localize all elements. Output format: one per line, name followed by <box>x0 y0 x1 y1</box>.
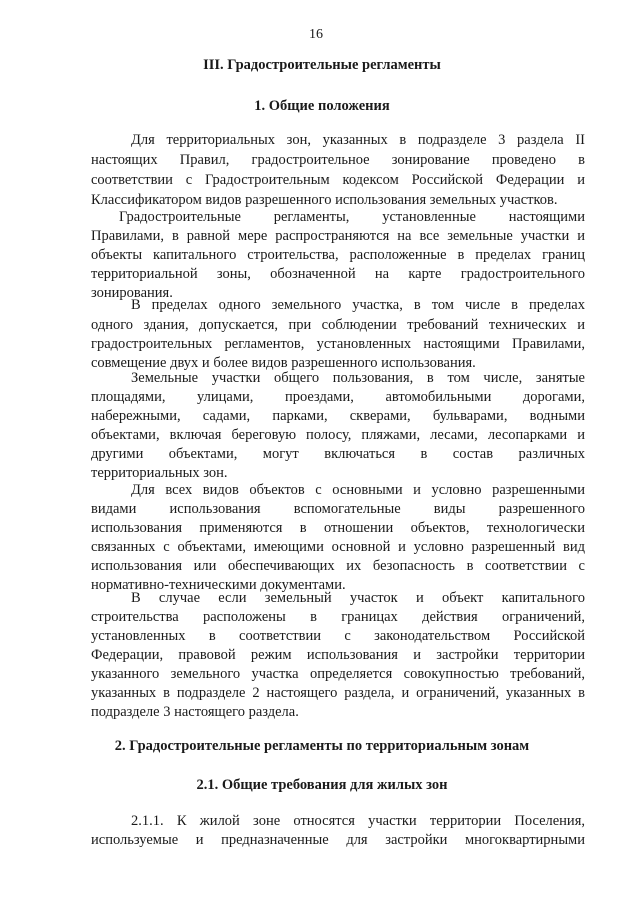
text-line: использования или обеспечивающих их безопасность в соответствии с <box>91 558 585 574</box>
text-line: зонирования. <box>91 285 173 301</box>
text-line: установленных в соответствии с законодательством Российской <box>91 628 585 644</box>
text-line: В пределах одного земельного участка, в том числе в пределах <box>131 297 585 313</box>
section-heading-zones: 2. Градостроительные регламенты по территориальным зонам <box>114 738 530 754</box>
text-line: Правилами, в равной мере распространяются на все земельные участки и <box>91 228 585 244</box>
subsection-heading-residential: 2.1. Общие требования для жилых зон <box>196 777 448 793</box>
text-line: площадями, улицами, проездами, автомобильными дорогами, <box>91 389 585 405</box>
text-line: связанных с объектами, имеющими основной и условно разрешенный вид <box>91 539 585 555</box>
text-line: нормативно-техническими документами. <box>91 577 346 593</box>
text-line: соответствии с Градостроительным кодексом Российской Федерации и <box>91 172 585 188</box>
text-line: используемые и предназначенные для застройки многоквартирными <box>91 832 585 848</box>
text-line: видами использования вспомогательные виды разрешенного <box>91 501 585 517</box>
text-line: Земельные участки общего пользования, в том числе, занятые <box>131 370 585 386</box>
text-line: Градостроительные регламенты, установленные настоящими <box>119 209 585 225</box>
text-line: указанных в подразделе 2 настоящего раздела, и ограничений, указанных в <box>91 685 585 701</box>
text-line: Для всех видов объектов с основными и условно разрешенными <box>131 482 585 498</box>
text-line: настоящих Правил, градостроительное зонирование проведено в <box>91 152 585 168</box>
text-line: объекты капитального строительства, расположенные в пределах границ <box>91 247 585 263</box>
text-line: другими объектами, могут включаться в состав различных <box>91 446 585 462</box>
subsection-heading-general: 1. Общие положения <box>254 98 390 114</box>
text-line: строительства расположены в границах действия ограничений, <box>91 609 585 625</box>
text-line: Федерации, правовой режим использования и застройки территории <box>91 647 585 663</box>
text-line: совмещение двух и более видов разрешенного использования. <box>91 355 476 371</box>
text-line: территориальной зоны, обозначенной на карте градостроительного <box>91 266 585 282</box>
text-line: градостроительных регламентов, установленных настоящими Правилами, <box>91 336 585 352</box>
section-heading: III. Градостроительные регламенты <box>203 57 441 73</box>
text-line: указанного земельного участка определяется совокупностью требований, <box>91 666 585 682</box>
text-line: Для территориальных зон, указанных в подразделе 3 раздела II <box>131 132 585 148</box>
text-line: Классификатором видов разрешенного использования земельных участков. <box>91 192 558 208</box>
text-line: В случае если земельный участок и объект капитального <box>131 590 585 606</box>
text-line: подразделе 3 настоящего раздела. <box>91 704 299 720</box>
text-line: одного здания, допускается, при соблюдении требований технических и <box>91 317 585 333</box>
text-line: территориальных зон. <box>91 465 228 481</box>
text-line: использования применяются в отношении объектов, технологически <box>91 520 585 536</box>
text-line: набережными, садами, парками, скверами, бульварами, водными <box>91 408 585 424</box>
text-line: объектами, включая береговую полосу, пляжами, лесами, лесопарками и <box>91 427 585 443</box>
text-line: 2.1.1. К жилой зоне относятся участки территории Поселения, <box>131 813 585 829</box>
page-number: 16 <box>309 27 323 42</box>
